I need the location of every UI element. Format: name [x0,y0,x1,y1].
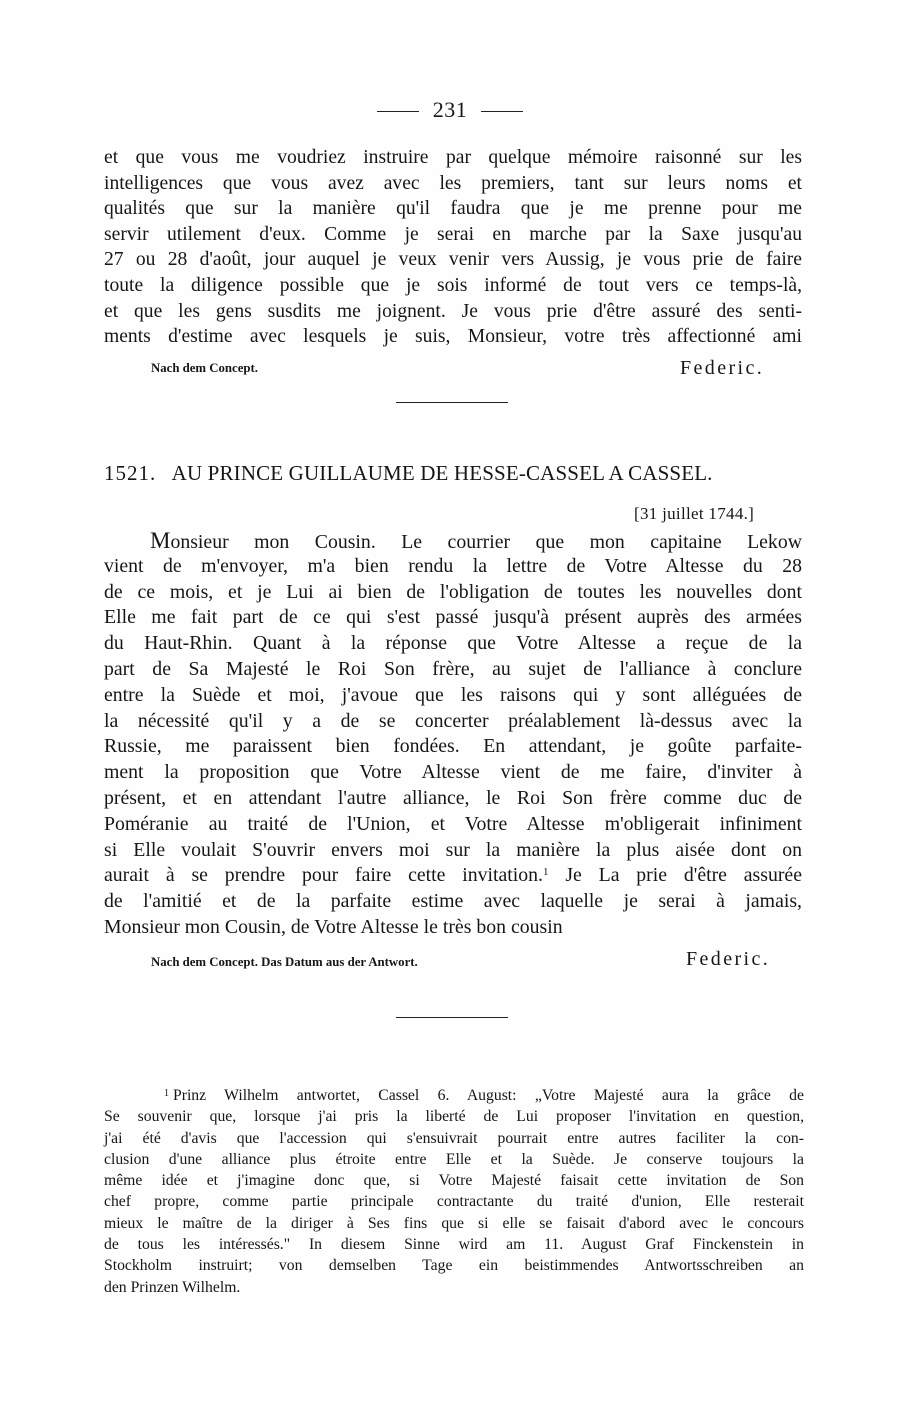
footnote-line: Se souvenir que, lorsque j'ai pris la liberté de Lui proposer l'invitation en question, [104,1108,804,1126]
footnote-line: Stockholm instruirt; von demselben Tage ein beistimmendes Antwortsschreiben an [104,1257,804,1275]
body-line: qualités que sur la manière qu'il faudra que je me prenne pour me [104,198,802,220]
header-dash-left [377,111,419,112]
page-number-value: 231 [432,97,468,122]
section-divider [396,402,508,403]
body-line: Poméranie au traité de l'Union, et Votre Altesse m'obligerait infiniment [104,812,802,835]
body-line: ment la proposition que Votre Altesse vient de me faire, d'inviter à [104,761,802,784]
footnote-line: de tous les intéressés." In diesem Sinne wird am 11. August Graf Finckenstein in [104,1236,804,1254]
body-line: de ce mois, et je Lui ai bien de l'obligation de toutes les nouvelles dont [104,580,802,603]
footnote-line: mieux le maître de la diriger à Ses fins que si elle se faisait d'abord avec le concours [104,1214,804,1232]
body-line: et que vous me voudriez instruire par quelque mémoire raisonné sur les [104,147,802,168]
body-line: Elle me fait part de ce qui s'est passé jusqu'à présent auprès des armées [104,606,802,629]
letter-2-body [104,528,802,941]
letter-heading-text: AU PRINCE GUILLAUME DE HESSE-CASSEL A CASSEL. [171,461,713,485]
letter-1-body [104,145,802,350]
body-line: ments d'estime avec lesquels je suis, Monsieur, votre très affectionné ami [104,326,802,348]
body-line: servir utilement d'eux. Comme je serai en marche par la Saxe jusqu'au [104,223,802,245]
footnote-line: même idée et j'imagine donc que, si Votre Majesté faisait cette invitation de Son [104,1172,804,1190]
letter-2-signature: Federic. [686,948,771,970]
body-line-first [104,528,802,554]
body-line: et que les gens susdits me joignent. Je vous prie d'être assuré des senti- [104,300,802,322]
body-line: toute la diligence possible que je sois informé de tout vers ce temps-là, [104,274,802,296]
body-line: présent, et en attendant l'autre alliance, le Roi Son frère comme duc de [104,786,802,809]
letter-2-heading [104,461,804,486]
body-line: intelligences que vous avez avec les premiers, tant sur leurs noms et [104,172,802,194]
footnote-mark: 1 [164,1088,169,1099]
body-line: 27 ou 28 d'août, jour auquel je veux venir vers Aussig, je vous prie de faire [104,249,802,271]
text-after-footnote: Je La prie d'être assurée [548,864,802,887]
footnote [104,1085,804,1298]
body-line: de l'amitié et de la parfaite estime avec laquelle je serai à jamais, [104,890,802,913]
footnote-line: chef propre, comme partie principale contractante du traité d'union, Elle resterait [104,1193,804,1211]
letter-2-date: [31 juillet 1744.] [634,504,755,523]
footnote-line: j'ai été d'avis que l'accession qui s'ensuivrait pourrait entre autres faciliter la con- [104,1129,804,1147]
body-line: Russie, me paraissent bien fondées. En attendant, je goûte parfaite- [104,735,802,758]
footnote-line-first [104,1085,804,1106]
page-number [0,97,900,123]
footnote-line: den Prinzen Wilhelm. [104,1278,241,1296]
body-line: Monsieur mon Cousin, de Votre Altesse le très bon cousin [104,915,563,938]
body-line: la nécessité qu'il y a de se concerter préalablement là-dessus avec la [104,709,802,732]
footnote-line: clusion d'une alliance plus étroite entre Elle et la Suède. Je conserve toujours la [104,1150,804,1168]
drop-initial: M [150,528,171,553]
header-dash-right [481,111,523,112]
body-line: du Haut-Rhin. Quant à la réponse que Votre Altesse a reçue de la [104,632,802,655]
body-line: vient de m'envoyer, m'a bien rendu la lettre de Votre Altesse du 28 [104,554,802,577]
footnote-divider [396,1017,508,1018]
body-line: si Elle voulait S'ouvrir envers moi sur la manière la plus aisée dont on [104,838,802,861]
letter-1-source-note: Nach dem Concept. [151,361,258,375]
body-line: entre la Suède et moi, j'avoue que les raisons qui y sont alléguées de [104,683,802,706]
footnote-reference[interactable]: 1 [543,866,549,879]
body-line: part de Sa Majesté le Roi Son frère, au sujet de l'alliance à conclure [104,657,802,680]
first-line-text: onsieur mon Cousin. Le courrier que mon capitaine Lekow [170,531,802,553]
letter-number: 1521. [104,461,157,485]
letter-2-source-note: Nach dem Concept. Das Datum aus der Antwort. [151,955,418,969]
footnote-text: Prinz Wilhelm antwortet, Cassel 6. August: „Votre Majesté aura la grâce de [173,1087,804,1104]
letter-1-signature: Federic. [680,357,765,379]
body-line-with-footnote [104,863,802,889]
text-before-footnote: aurait à se prendre pour faire cette invitation. [104,864,543,887]
